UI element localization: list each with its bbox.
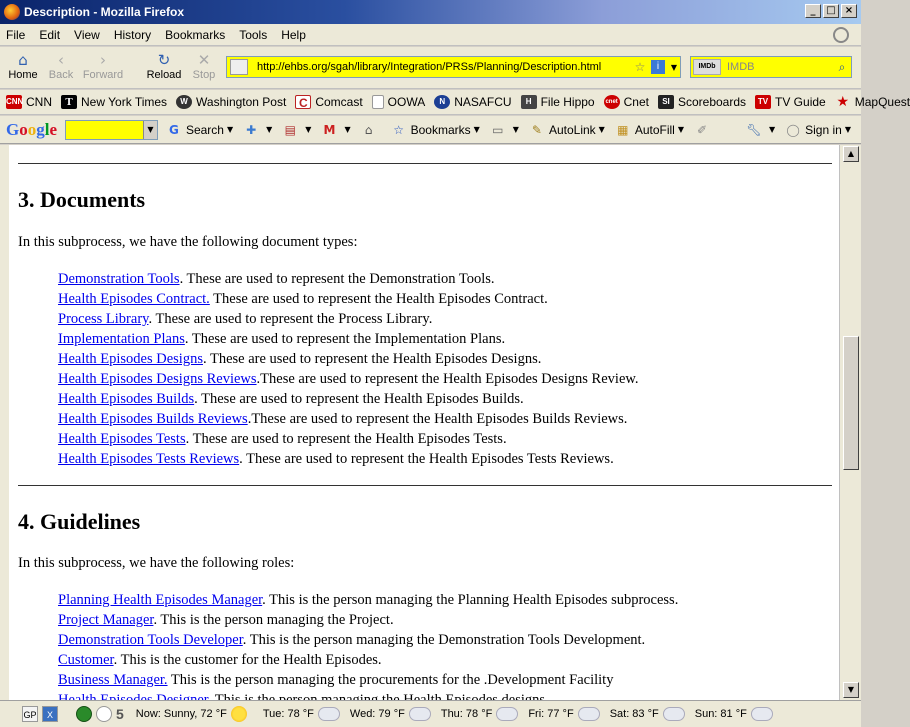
search-bar[interactable]	[690, 56, 852, 78]
google-settings-button[interactable]: 🔧︎ ▼	[746, 122, 776, 137]
hippo-icon: H	[521, 95, 537, 109]
bookmark-scoreboards[interactable]: SI Scoreboards	[658, 95, 746, 109]
partly-cloudy-icon	[496, 707, 518, 721]
bookmarks-toolbar	[0, 90, 910, 115]
star-icon: ★	[836, 94, 849, 110]
weather-sun[interactable]: Sun: 81 °F	[695, 707, 773, 721]
weather-sat[interactable]: Sat: 83 °F	[610, 707, 685, 721]
navigation-toolbar	[0, 47, 861, 89]
google-toolbar	[0, 116, 861, 144]
google-building-button[interactable]	[361, 122, 381, 138]
list-item: Process Library. These are used to represent the Process Library.	[58, 311, 433, 327]
bookmark-cnn[interactable]: CNN CNN	[6, 95, 52, 109]
gp-icon[interactable]: GP	[22, 706, 38, 722]
doc-link-implementation-plans[interactable]: Implementation Plans	[58, 331, 185, 347]
weather-thu[interactable]: Thu: 78 °F	[441, 707, 518, 721]
menu-help[interactable]: Help	[281, 27, 306, 42]
page-icon	[372, 95, 384, 109]
menu-history[interactable]: History	[113, 27, 152, 42]
home-button[interactable]	[8, 51, 38, 81]
site-identity-icon[interactable]	[230, 59, 248, 75]
forward-arrow-icon: ›	[100, 51, 106, 69]
close-button[interactable]: ×	[841, 4, 857, 18]
doc-link-health-episodes-designs-reviews[interactable]: Health Episodes Designs Reviews	[58, 371, 257, 387]
list-item: Health Episodes Designs Reviews.These are used to represent the Health Episodes Designs Review.	[58, 371, 639, 387]
google-eraser-button[interactable]	[694, 122, 714, 138]
building-icon: ⌂	[364, 122, 373, 137]
list-item: Health Episodes Tests Reviews. These are used to represent the Health Episodes Tests Reviews.	[58, 451, 614, 467]
google-search-button[interactable]: G Search ▼	[166, 122, 233, 138]
bookmark-nasafcu[interactable]: N NASAFCU	[434, 95, 511, 109]
bookmark-comcast[interactable]: C Comcast	[295, 95, 362, 109]
list-item: Business Manager. This is the person managing the procurements for the .Development Facility	[58, 672, 614, 688]
sign-in-button[interactable]: ◯ Sign in ▼	[786, 122, 851, 137]
doc-link-demonstration-tools[interactable]: Demonstration Tools	[58, 271, 180, 287]
menu-bar	[0, 24, 861, 46]
nyt-icon: T	[61, 95, 77, 109]
role-link-planning-health-episodes-manager[interactable]: Planning Health Episodes Manager	[58, 592, 263, 608]
document-types-list	[58, 269, 639, 469]
doc-link-health-episodes-tests[interactable]: Health Episodes Tests	[58, 431, 186, 447]
autofill-button[interactable]: ▦ AutoFill ▼	[615, 122, 684, 138]
partly-cloudy-icon	[409, 707, 431, 721]
google-logo[interactable]: Google	[6, 119, 58, 139]
google-dropdown-icon[interactable]: ▼	[143, 121, 157, 139]
partly-cloudy-icon	[751, 707, 773, 721]
gmail-icon: M	[323, 122, 336, 137]
eraser-icon: ✐	[696, 122, 708, 137]
doc-link-health-episodes-designs[interactable]: Health Episodes Designs	[58, 351, 203, 367]
list-item: Project Manager. This is the person managing the Project.	[58, 612, 394, 628]
plus-icon: ✚	[246, 122, 257, 137]
clock-icon[interactable]	[96, 706, 112, 722]
weather-tue[interactable]: Tue: 78 °F	[263, 707, 340, 721]
autofill-icon: ▦	[617, 122, 629, 137]
firefox-icon	[4, 4, 20, 20]
google-news-button[interactable]: ▤ ▼	[282, 122, 311, 138]
section-heading-guidelines: 4. Guidelines	[18, 509, 141, 534]
wrench-icon: 🔧︎	[746, 122, 762, 137]
back-label: Back	[48, 69, 74, 81]
status-bar	[0, 700, 861, 727]
list-item: Health Episodes Builds. These are used to represent the Health Episodes Builds.	[58, 391, 524, 407]
back-arrow-icon: ‹	[58, 51, 64, 69]
list-item: Implementation Plans. These are used to represent the Implementation Plans.	[58, 331, 506, 347]
role-link-customer[interactable]: Customer	[58, 652, 114, 668]
window-title: Description - Mozilla Firefox	[24, 5, 185, 19]
gmail-button[interactable]: M ▼	[321, 122, 350, 138]
back-button[interactable]	[46, 51, 76, 81]
home-label: Home	[8, 69, 38, 81]
page-content	[9, 145, 839, 700]
x-icon[interactable]: X	[42, 706, 58, 722]
scroll-down-button[interactable]: ▼	[843, 682, 859, 698]
google-bookmarks-button[interactable]: ☆ Bookmarks ▼	[391, 122, 480, 138]
cnet-icon: cnet	[604, 95, 620, 109]
role-link-demonstration-tools-developer[interactable]: Demonstration Tools Developer	[58, 632, 243, 648]
menu-bookmarks[interactable]: Bookmarks	[165, 27, 226, 42]
google-search-input[interactable]	[65, 120, 158, 140]
bookmark-oowa[interactable]: OOWA	[372, 95, 426, 109]
home-icon: ⌂	[18, 51, 28, 69]
list-item: Health Episodes Tests. These are used to represent the Health Episodes Tests.	[58, 431, 507, 447]
stop-label: Stop	[192, 69, 216, 81]
forward-label: Forward	[82, 69, 124, 81]
list-item: Health Episodes Builds Reviews.These are used to represent the Health Episodes Builds Reviews.	[58, 411, 628, 427]
partly-cloudy-icon	[578, 707, 600, 721]
bookmark-nyt[interactable]: T New York Times	[61, 95, 167, 109]
scroll-thumb[interactable]	[843, 336, 859, 470]
news-icon: ▤	[284, 122, 296, 137]
divider	[18, 163, 832, 164]
wand-icon: ✎	[531, 122, 542, 137]
partly-cloudy-icon	[318, 707, 340, 721]
search-input[interactable]: IMDB	[727, 61, 755, 73]
doc-link-health-episodes-contract[interactable]: Health Episodes Contract.	[58, 291, 210, 307]
google-g-icon: G	[169, 122, 179, 137]
window-titlebar[interactable]	[0, 0, 861, 24]
scroll-up-button[interactable]: ▲	[843, 146, 859, 162]
bookmark-cnet[interactable]: cnet Cnet	[605, 95, 649, 109]
roles-list	[58, 590, 678, 710]
sidebar-grip[interactable]	[0, 145, 9, 700]
list-item: Demonstration Tools Developer. This is the person managing the Demonstration Tools Development.	[58, 632, 646, 648]
bookmark-tvguide[interactable]: TV TV Guide	[755, 95, 826, 109]
partly-cloudy-icon	[663, 707, 685, 721]
textbox-icon: ▭	[492, 122, 504, 137]
role-link-business-manager[interactable]: Business Manager.	[58, 672, 168, 688]
weather-fri[interactable]: Fri: 77 °F	[528, 707, 599, 721]
url-bar[interactable]	[226, 56, 681, 78]
reload-button[interactable]	[146, 51, 182, 81]
bookmark-star-icon[interactable]: ☆	[634, 60, 646, 74]
menu-edit[interactable]: Edit	[39, 27, 61, 42]
bookmark-filehippo[interactable]: H File Hippo	[521, 95, 595, 109]
nasa-icon: N	[434, 95, 450, 109]
menu-tools[interactable]: Tools	[239, 27, 268, 42]
user-circle-icon: ◯	[786, 122, 800, 137]
role-link-project-manager[interactable]: Project Manager	[58, 612, 154, 628]
wp-icon: W	[176, 95, 192, 109]
info-icon[interactable]: i	[651, 60, 665, 74]
list-item: Health Episodes Contract. These are used to represent the Health Episodes Contract.	[58, 291, 548, 307]
doc-link-health-episodes-builds-reviews[interactable]: Health Episodes Builds Reviews	[58, 411, 248, 427]
window-controls	[805, 4, 857, 18]
list-item: Demonstration Tools. These are used to represent the Demonstration Tools.	[58, 271, 495, 287]
weather-wed[interactable]: Wed: 79 °F	[350, 707, 431, 721]
tvguide-icon: TV	[755, 95, 771, 109]
status-count: 5	[116, 706, 124, 722]
autolink-button[interactable]: ✎ AutoLink ▼	[529, 122, 605, 138]
google-plus-button[interactable]: ✚ ▼	[243, 122, 272, 138]
doc-link-health-episodes-builds[interactable]: Health Episodes Builds	[58, 391, 195, 407]
minimize-button[interactable]: _	[805, 4, 821, 18]
url-dropdown-icon[interactable]: ▼	[670, 62, 678, 72]
reload-label: Reload	[146, 69, 182, 81]
stop-icon: ✕	[197, 51, 211, 69]
star-outline-icon: ☆	[393, 122, 404, 137]
doc-link-process-library[interactable]: Process Library	[58, 311, 149, 327]
weather-now[interactable]: Now: Sunny, 72 °F	[136, 706, 247, 722]
cnn-icon: CNN	[6, 95, 22, 109]
search-icon[interactable]: ⌕	[838, 59, 846, 74]
forward-button[interactable]	[82, 51, 124, 81]
throbber-icon	[833, 27, 849, 43]
list-item: Customer. This is the customer for the Health Episodes.	[58, 652, 382, 668]
si-icon: SI	[658, 95, 674, 109]
divider	[18, 485, 832, 486]
url-input[interactable]: http://ehbs.org/sgah/library/Integration/PRSs/Planning/Description.html	[257, 61, 602, 73]
bookmark-wp[interactable]: W Washington Post	[176, 95, 286, 109]
menu-view[interactable]: View	[74, 27, 100, 42]
green-circle-icon[interactable]	[76, 706, 92, 722]
menu-file[interactable]: File	[6, 27, 26, 42]
section-intro-documents: In this subprocess, we have the following document types:	[18, 234, 358, 250]
vertical-scrollbar[interactable]	[839, 145, 861, 700]
list-item: Health Episodes Designs. These are used to represent the Health Episodes Designs.	[58, 351, 542, 367]
maximize-button[interactable]: □	[823, 4, 839, 18]
section-heading-documents: 3. Documents	[18, 187, 146, 212]
comcast-icon: C	[295, 95, 311, 109]
doc-link-health-episodes-tests-reviews[interactable]: Health Episodes Tests Reviews	[58, 451, 240, 467]
section-intro-guidelines: In this subprocess, we have the following roles:	[18, 555, 295, 571]
sun-icon	[231, 706, 247, 722]
stop-button[interactable]	[190, 51, 218, 81]
search-engine-icon[interactable]: IMDb	[693, 59, 721, 75]
list-item: Planning Health Episodes Manager. This is the person managing the Planning Health Episodes subprocess.	[58, 592, 679, 608]
google-textbox-button[interactable]: ▭ ▼	[490, 122, 519, 138]
bookmark-mapquest[interactable]: ★ MapQuest	[836, 94, 910, 110]
reload-icon: ↻	[157, 51, 171, 69]
